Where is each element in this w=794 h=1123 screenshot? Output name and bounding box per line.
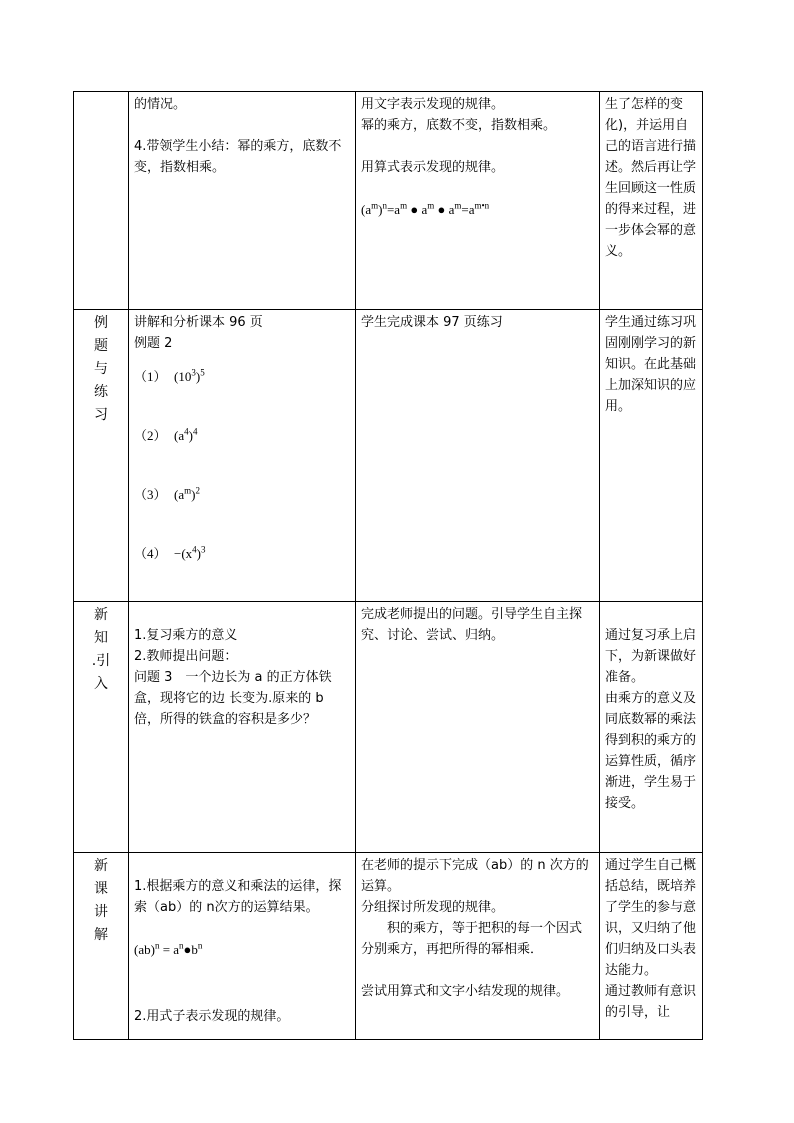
section-cell-empty (74, 92, 129, 310)
student-activity-cell (356, 92, 600, 310)
design-intent-cell (600, 602, 703, 853)
teacher-text: 2.用式子表示发现的规律。 (134, 1009, 290, 1024)
teacher-activity-cell (129, 602, 356, 853)
student-text: 用算式表示发现的规律。 (361, 160, 505, 175)
example-item: $(4) -(x^4)^3$ (134, 544, 206, 561)
student-activity-cell (356, 602, 600, 853)
section-label-new-knowledge: 新 知 .引 入 (74, 602, 129, 853)
table-row (74, 602, 703, 853)
teacher-text: 1.复习乘方的意义 (134, 628, 238, 643)
rule-statement: 积的乘方，等于把积的每一个因式分别乘方，再把所得的幂相乘． (361, 921, 583, 957)
intent-text: 由乘方的意义及同底数幂的乘法得到积的乘方的运算性质，循序渐进，学生易于接受。 (605, 691, 697, 811)
student-text: 完成老师提出的问题。引导学生自主探究、讨论、尝试、归纳。 (361, 607, 583, 643)
section-label-examples: 例 题 与 练 习 (74, 310, 129, 602)
student-text: 尝试用算式和文字小结发现的规律。 (361, 984, 570, 999)
student-text: 在老师的提示下完成（ab）的 n 次方的运算。 (361, 858, 589, 894)
intent-text: 通过教师有意识的引导，让 (605, 984, 697, 1020)
teacher-activity-cell (129, 92, 356, 310)
intent-text: 通过复习承上启下，为新课做好准备。 (605, 628, 697, 685)
student-activity-cell (356, 310, 600, 602)
intent-text: 学生通过练习巩固刚刚学习的新知识。在此基础上加深知识的应用。 (605, 315, 697, 414)
teacher-summary: 4.带领学生小结：幂的乘方，底数不变，指数相乘。 (134, 139, 342, 175)
design-intent-cell (600, 92, 703, 310)
teacher-activity-cell (129, 853, 356, 1040)
example-item: （2） $(a^4)^4$ (134, 426, 198, 443)
problem-3-text: 问题 3 一个边长为 a 的正方体铁盒，现将它的边 长变为.原来的 b 倍，所得的铁盒的容积是多少？ (134, 670, 332, 727)
intent-text: 通过学生自己概括总结，既培养了学生的参与意识，又归纳了他们归纳及口头表达能力。 (605, 858, 697, 978)
table-row (74, 92, 703, 310)
student-text: 分组探讨所发现的规律。 (361, 900, 505, 915)
section-label-new-lesson: 新 课 讲 解 (74, 853, 129, 1040)
teacher-text: 讲解和分析课本 96 页 (134, 315, 263, 330)
student-activity-cell (356, 853, 600, 1040)
teacher-text: 2.教师提出问题： (134, 649, 238, 664)
intent-text: 生了怎样的变化)，并运用自己的语言进行描述。然后再让学生回顾这一性质的得来过程，进一步体会幂的意义。 (605, 97, 697, 259)
design-intent-cell (600, 310, 703, 602)
student-text: 用文字表示发现的规律。 (361, 97, 505, 112)
teacher-activity-cell (129, 310, 356, 602)
example-item: （1） $(10^3)^5$ (134, 367, 205, 384)
table-row (74, 310, 703, 602)
product-power-formula: $(ab)^n = a^n●b^n$ (134, 940, 203, 957)
teacher-text: 的情况。 (134, 97, 187, 112)
example-title: 例题 2 (134, 336, 173, 351)
teacher-text: 1.根据乘方的意义和乘法的运律，探索（ab）的 n次方的运算结果。 (134, 879, 342, 915)
student-text: 学生完成课本 97 页练习 (361, 315, 503, 330)
table-row (74, 853, 703, 1040)
lesson-plan-table (73, 91, 703, 1040)
power-of-power-formula: $(a^m)^n=a^m$ ● $a^m$ ● $a^m=a^{m•n}$ (361, 200, 490, 217)
example-item: （3） $(a^m)^2$ (134, 485, 200, 502)
design-intent-cell (600, 853, 703, 1040)
student-text: 幂的乘方，底数不变，指数相乘。 (361, 118, 557, 133)
